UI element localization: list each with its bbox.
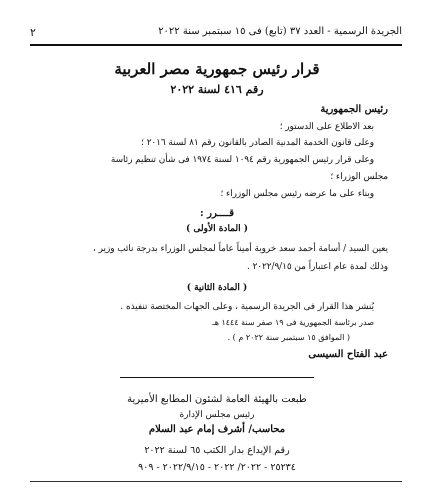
deposit-number: رقم الإيداع بدار الكتب ٦٥ لسنة ٢٠٢٢ [144,445,290,456]
page-header [30,26,402,42]
printed-by: طبعت بالهيئة العامة لشئون المطابع الأميرية [127,394,307,405]
header-divider [30,44,402,46]
preamble-line: وعلى قانون الخدمة المدنية الصادر بالقانون رقم ٨١ لسنة ٢٠١٦ ؛ [141,138,374,148]
accountant-name: محاسب/ أشرف إمام عبد السلام [148,424,286,435]
article2-heading: ( المادة الثانية ) [186,283,248,293]
article1-line: يعين السيد / أسامة أحمد سعد خروبة أميناً عاماً لمجلس الوزراء بدرجة نائب وزير ، [93,244,388,254]
issuer-label: رئيس الجمهورية [320,104,388,115]
page-number: ٢ [30,26,36,39]
decree-title: قرار رئيس جمهورية مصر العربية [114,60,320,78]
footer-divider [30,481,402,482]
preamble-line: وعلى قرار رئيس الجمهورية رقم ١٠٩٤ لسنة ١٩٧٤ فى شأن تنظيم رئاسة [110,155,374,165]
preamble-line: وبناء على ما عرضه رئيس مجلس الوزراء ؛ [220,189,374,199]
decree-number: رقم ٤١٦ لسنة ٢٠٢٢ [170,83,264,96]
article2-line: يُنشر هذا القرار فى الجريدة الرسمية ، وعلى الجهات المختصة تنفيذه . [120,302,374,312]
serial-number: ٢٥٢٣٤ - ٢٠٢٢/ ٢٠٢٢ - ٢٠٢٢/٩/١٥ - ٩٠٩ [138,462,296,473]
signature-name: عبد الفتاح السيسى [308,349,388,360]
publication-info: الجريدة الرسمية - العدد ٣٧ (تابع) فى ١٥ سبتمبر سنة ٢٠٢٢ [158,26,402,37]
imprint-divider [120,377,314,378]
board-head: رئيس مجلس الإدارة [179,410,255,420]
decided-heading: قــــرر : [199,208,235,219]
article1-heading: ( المادة الأولى ) [185,224,249,234]
preamble-line: بعد الاطلاع على الدستور ؛ [279,122,374,132]
issued-gregorian: ( الموافق ١٥ سبتمبر سنة ٢٠٢٢ م ) . [227,333,350,342]
issued-hijri: صدر برئاسة الجمهورية فى ١٩ صفر سنة ١٤٤٤ هـ [212,318,374,327]
preamble-line: مجلس الوزراء ؛ [330,172,388,182]
article1-line: وذلك لمدة عام اعتباراً من ٢٠٢٢/٩/١٥ . [246,262,388,272]
